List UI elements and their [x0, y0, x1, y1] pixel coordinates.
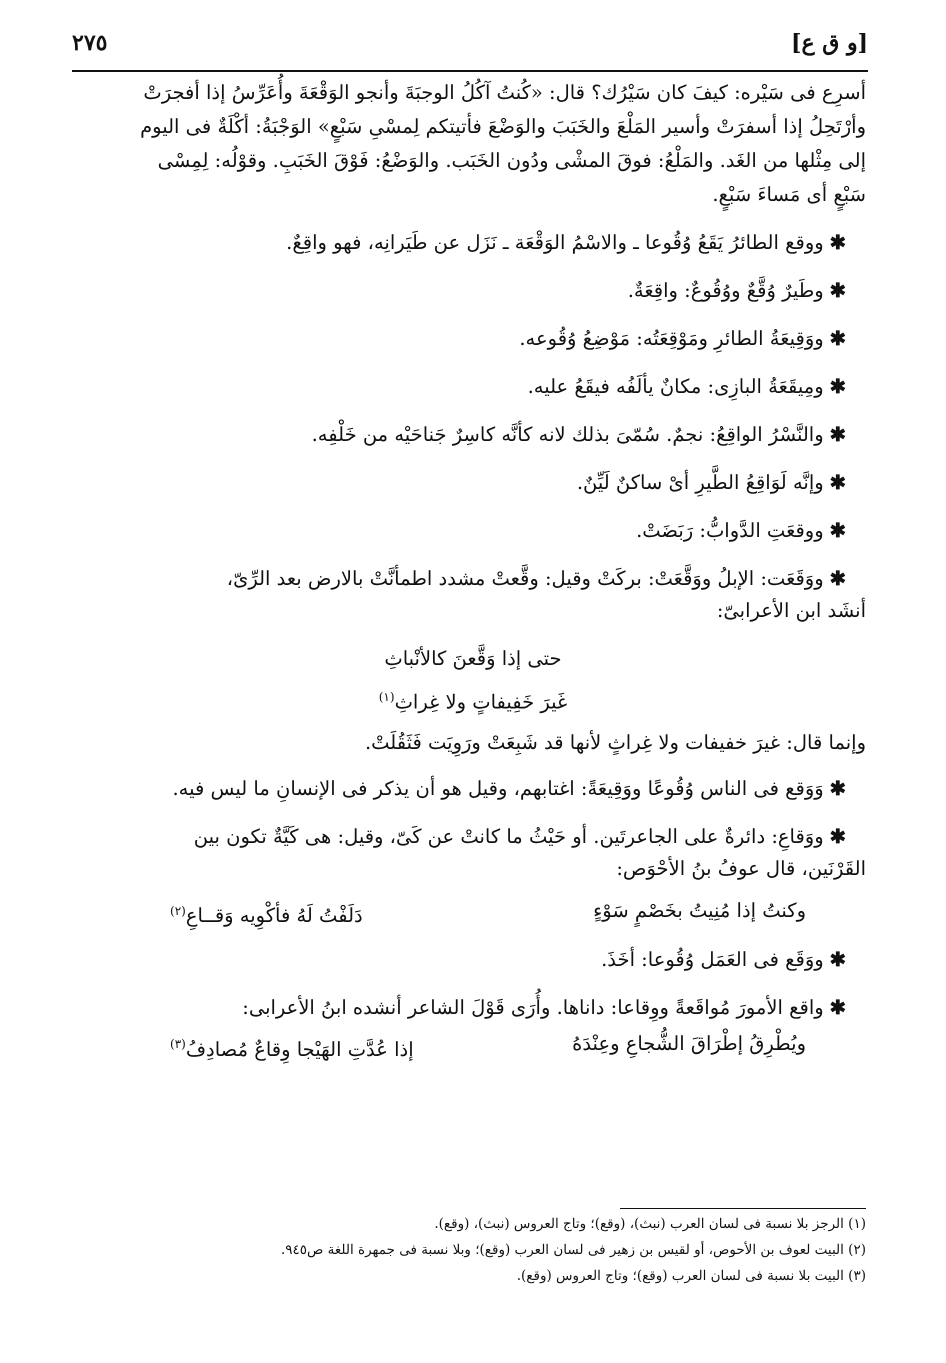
asterisk-icon: ✱: [829, 776, 846, 800]
sub-entry: [80, 326, 866, 352]
asterisk-icon: ✱: [829, 423, 846, 446]
verse-text: غَيرَ خَفِيفاتٍ ولا غِراثِ: [394, 690, 568, 714]
sub-entry: [80, 776, 866, 802]
sub-entry: [80, 422, 866, 448]
sub-entry: [80, 278, 866, 304]
sub-entry-text: ووَقَع فى العَمَل وُقُوعا: أخَذَ.: [601, 948, 824, 971]
footnote-marker: (١): [378, 690, 395, 704]
sub-entry-text: واقع الأمورَ مُواقَعةً ووِقاعا: داناها. وأُرَى قَوْلَ الشاعر أنشده ابنُ الأعرابى:: [242, 996, 824, 1019]
footnote-marker: (٣): [170, 1037, 186, 1051]
asterisk-icon: ✱: [829, 231, 846, 254]
text-line: إلى مِثْلها من الغَد. والمَلْعُ: فوقَ المشْى ودُون الخَبَب. والوَضْعُ: فَوْقَ الخَبَبِ. وقوْلُه: لِمِسْى: [157, 149, 866, 172]
asterisk-icon: ✱: [829, 519, 846, 542]
text-line: سَبْعٍ أى مَساءَ سَبْعٍ.: [712, 183, 866, 206]
sub-entry-text: ووَقاعِ: دائرةٌ على الجاعرتَين. أو حَيْثُ ما كانتْ عن كَىّ، وقيل: هى كَيَّةٌ تكون بين: [193, 824, 824, 848]
sub-entry: [80, 824, 866, 850]
sub-entry: [80, 995, 866, 1021]
sub-entry: [80, 566, 866, 592]
sub-entry: [80, 374, 866, 400]
footnote: (٣) البيت بلا نسبة فى لسان العرب (وقع)؛ وتاج العروس (وقع).: [516, 1268, 866, 1284]
text-line: وأرْتَحِلُ إذا أسفرَتْ وأسير المَلْعَ والخَبَبَ والوَضْعَ فأتيتكم لِمسْىِ سَبْعٍ» الوَجْبَةُ: أكْلَةٌ فى اليوم: [140, 115, 866, 138]
sub-entry-text: والنَّسْرُ الواقِعُ: نجمٌ. سُمّىَ بذلك لانه كأنَّه كاسِرٌ جَناحَيْه من خَلْفِه.: [311, 423, 824, 446]
asterisk-icon: ✱: [829, 948, 846, 971]
hemistich-first: وكنتُ إذا مُنِيتُ بخَصْمٍ سَوْءٍ: [593, 898, 806, 922]
footnote-marker: (٢): [170, 903, 186, 918]
asterisk-icon: ✱: [829, 996, 846, 1019]
sub-entry-text: وَوَقع فى الناس وُقُوعًا ووَقِيعَةً: اغتابهم، وقيل هو أن يذكر فى الإنسانِ ما ليس فيه.: [172, 776, 824, 800]
verse-line: حتى إذا وَقَّعنَ كالأنْباثِ: [384, 647, 562, 670]
asterisk-icon: ✱: [829, 471, 846, 494]
page-number: ٢٧٥: [72, 30, 108, 56]
sub-entry-text: وطَيرٌ وُقَّعٌ ووُقُوعٌ: واقِعَةٌ.: [627, 279, 824, 302]
text-line: وإنما قال: غيرَ خفيفات ولا غِراثٍ لأنها قد شَبِعَتْ ورَوِيَت فَثَقُلَتْ.: [364, 730, 866, 754]
entry-body: [80, 80, 866, 1085]
sub-entry-text: ووقعَتِ الدَّوابُّ: رَبَضَتْ.: [636, 519, 824, 542]
hemistich-second: [170, 1031, 414, 1063]
asterisk-icon: ✱: [829, 567, 846, 590]
verse-couplet: [80, 1031, 866, 1063]
sub-entry-text: ومِيقَعَةُ البازِى: مكانٌ يألَفُه فيقَعُ عليه.: [527, 375, 824, 398]
sub-entry-text: وإنَّه لَوَاقِعُ الطَّيرِ أىْ ساكنٌ لَيِّنٌ.: [576, 471, 824, 494]
sub-entry: [80, 947, 866, 973]
footnote: (١) الرجز بلا نسبة فى لسان العرب (نبث)، (وقع)؛ وتاج العروس (نبث)، (وقع).: [434, 1216, 866, 1232]
asterisk-icon: ✱: [829, 327, 846, 350]
asterisk-icon: ✱: [829, 824, 846, 848]
sub-entry: [80, 518, 866, 544]
hemistich-second: [170, 898, 363, 930]
asterisk-icon: ✱: [829, 279, 846, 302]
footnote-rule: [620, 1208, 866, 1209]
header-rule: [72, 70, 868, 72]
footnote: (٢) البيت لعوف بن الأحوص، أو لقيس بن زهير فى لسان العرب (وقع)؛ وبلا نسبة فى جمهرة اللغة ص٩٤٥.: [280, 1242, 866, 1258]
text-line: أسرِع فى سَيْره: كيفَ كان سَيْرُك؟ قال: «كُنتُ آكُلُ الوجبَةَ وأنجو الوَقْعَةَ وأُعَرِّسُ إذا أفجرَتْ: [143, 81, 866, 104]
sub-entry-text: ووقع الطائرُ يَقَعُ وُقُوعا ـ والاسْمُ الوَقْعَة ـ نَزَل عن طَيَرانِه، فهو واقِعٌ.: [286, 231, 824, 254]
hemistich-text: دَلَفْتُ لَهُ فأكْوِيه وَقــاعِ: [185, 904, 363, 927]
text-line: القَرْنَين، قال عوفُ بنُ الأحْوَص:: [616, 856, 866, 880]
verse-couplet: [80, 898, 866, 930]
sub-entry: [80, 470, 866, 496]
asterisk-icon: ✱: [829, 375, 846, 398]
sub-entry-text: ووَقَعَت: الإبلُ ووَقَّعَتْ: بركَتْ وقيل: وقَّعتْ مشدد اطمأنَّتْ بالارض بعد الرِّىّ،: [226, 567, 824, 590]
verse-line: [80, 684, 866, 716]
sub-entry-text: ووَقِيعَةُ الطائرِ ومَوْقِعَتُه: مَوْضِعُ وُقُوعه.: [519, 327, 824, 350]
hemistich-first: ويُطْرِقُ إطْرَاقَ الشُّجاعِ وعِنْدَهُ: [572, 1032, 806, 1055]
sub-entry: [80, 230, 866, 256]
page-header: [72, 28, 868, 68]
text-line: أنشَد ابن الأعرابىّ:: [716, 599, 866, 622]
hemistich-text: إذا عُدَّتِ الهَيْجا وِقاعٌ مُصادِفُ: [185, 1037, 414, 1061]
footnotes: [80, 1214, 866, 1292]
root-heading: [و ق ع]: [791, 30, 868, 56]
